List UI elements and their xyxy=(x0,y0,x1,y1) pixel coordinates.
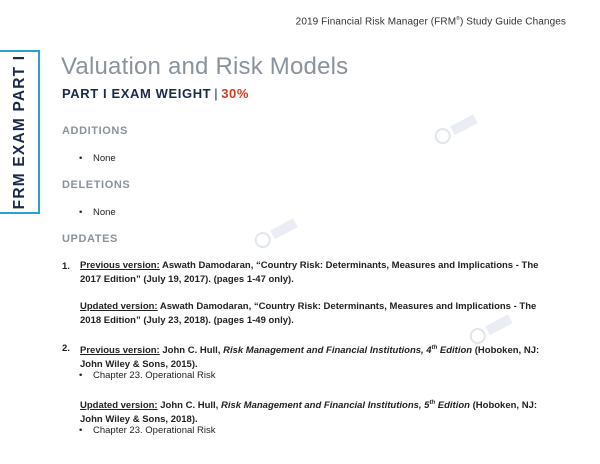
side-tab-label: FRM EXAM PART I xyxy=(11,54,28,210)
updates-heading: UPDATES xyxy=(62,233,118,245)
author: John C. Hull, xyxy=(160,400,219,412)
exam-weight-separator: | xyxy=(214,86,219,101)
update-2-updated xyxy=(80,396,560,427)
running-header-text: 2019 Financial Risk Manager (FRM xyxy=(295,16,457,28)
additions-item xyxy=(80,153,116,164)
exam-weight xyxy=(62,86,249,101)
additions-heading: ADDITIONS xyxy=(62,125,128,137)
deletions-item-text: None xyxy=(93,207,116,218)
updated-version-label: Updated version: xyxy=(80,400,158,412)
updated-version-label: Updated version: xyxy=(80,301,158,312)
exam-weight-label: PART I EXAM WEIGHT xyxy=(62,86,212,101)
page-title: Valuation and Risk Models xyxy=(61,53,349,80)
book-title: Risk Management and Financial Institutions, 4 xyxy=(223,345,432,357)
previous-version-label: Previous version: xyxy=(80,345,160,357)
author: John C. Hull, xyxy=(162,345,221,357)
updated-version-text: Aswath Damodaran, “Country Risk: Determinants, Measures and Implications - The 2018 Edition” (July 23, 2018). (pages 1-49 only). xyxy=(80,301,537,326)
deletions-item xyxy=(80,207,116,218)
ordinal-suffix: th xyxy=(429,400,436,406)
chapter-text: Chapter 23. Operational Risk xyxy=(93,425,216,436)
ordinal-suffix: th xyxy=(431,345,438,351)
publisher: (Hoboken, NJ: John Wiley & Sons, 2018). xyxy=(80,400,538,426)
update-1-previous xyxy=(80,259,560,287)
running-header-text-end: ) Study Guide Changes xyxy=(459,16,566,28)
additions-item-text: None xyxy=(93,153,116,164)
update-2-previous xyxy=(80,341,560,372)
edition-word: Edition xyxy=(437,400,470,412)
previous-version-label: Previous version: xyxy=(80,260,160,271)
exam-weight-value: 30% xyxy=(221,86,250,101)
update-number: 1. xyxy=(62,261,70,272)
watermark-logo xyxy=(250,212,303,254)
update-number: 2. xyxy=(62,343,70,354)
chapter-text: Chapter 23. Operational Risk xyxy=(93,370,216,381)
deletions-heading: DELETIONS xyxy=(62,179,131,191)
book-title: Risk Management and Financial Institutions, 5 xyxy=(220,400,430,412)
running-header xyxy=(296,16,566,27)
previous-version-text: Aswath Damodaran, “Country Risk: Determinants, Measures and Implications - The 2017 Edition” (July 19, 2017). (pages 1-47 only). xyxy=(80,260,539,285)
update-2-updated-chapter xyxy=(80,425,216,436)
edition-word: Edition xyxy=(439,345,473,357)
registered-mark: ® xyxy=(456,16,460,22)
update-2-previous-chapter xyxy=(80,370,216,381)
watermark-logo xyxy=(430,108,483,150)
publisher: (Hoboken, NJ: John Wiley & Sons, 2015). xyxy=(80,345,540,371)
